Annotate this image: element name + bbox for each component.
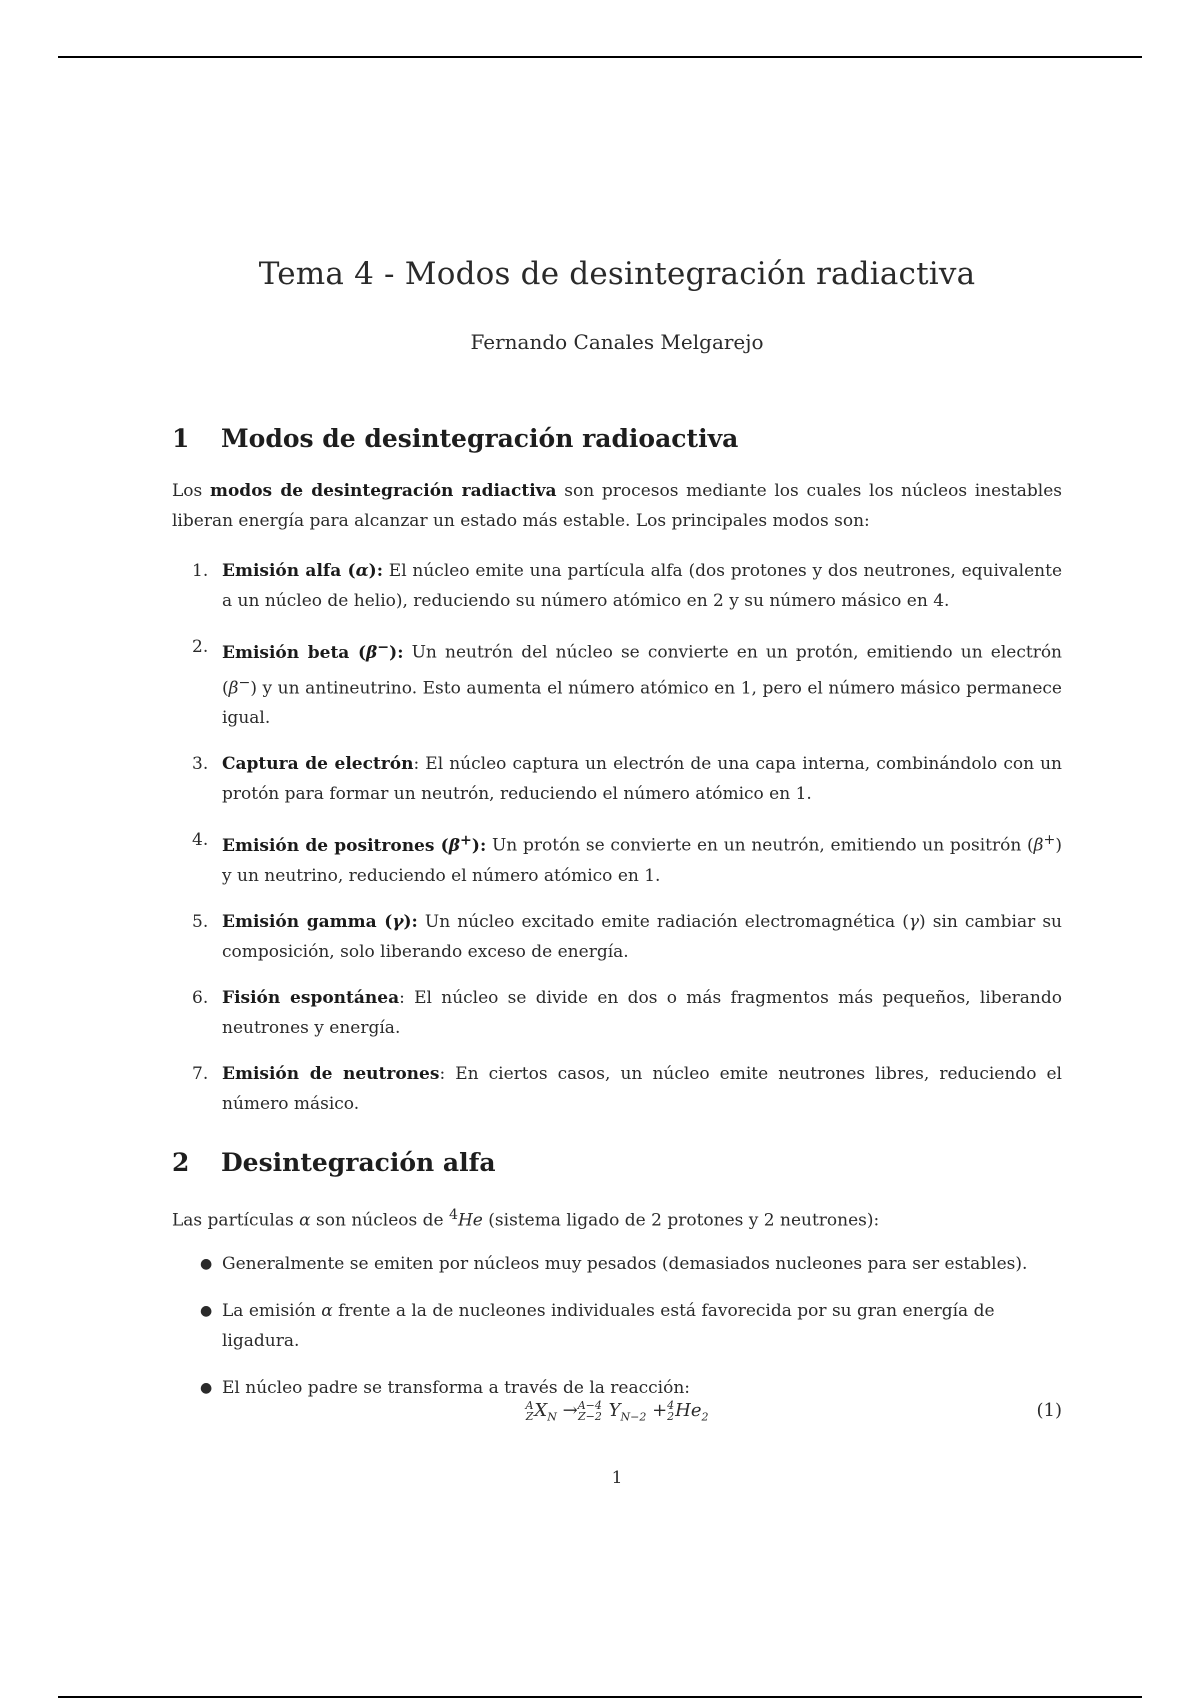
list-marker: 4. [192, 830, 209, 851]
daughter-neutron-number: N−2 [620, 1410, 647, 1424]
item-symbol-sup: + [460, 832, 472, 849]
bullet-item [172, 1373, 1062, 1403]
helium-neutron-number: 2 [701, 1410, 709, 1424]
item-term-close: ): [403, 911, 418, 932]
section-number: 1 [172, 424, 190, 453]
section2-intro [172, 1200, 1062, 1236]
item-text: Un neutrón del núcleo se convierte en un protón, emitiendo un electrón ( [222, 642, 1062, 699]
item-term: Emisión alfa ( [222, 561, 356, 581]
bullet-item [172, 1296, 1062, 1356]
helium-mass-number: 4 [667, 1399, 675, 1412]
bullet-text: Generalmente se emiten por núcleos muy pesados (demasiados nucleones para ser estables). [222, 1254, 1028, 1274]
bullet-text: La emisión [222, 1301, 322, 1321]
item-term: Emisión de neutrones [222, 1063, 440, 1084]
parent-atomic-number: Z [525, 1410, 534, 1423]
parent-nucleus-indices [525, 1400, 533, 1422]
item-text: En ciertos casos, un núcleo emite neutrones libres, reduciendo el número másico. [222, 1063, 1062, 1114]
item-text-continued: ) y un neutrino, reduciendo el número atómico en 1. [222, 835, 1062, 886]
item-term: Emisión beta ( [222, 642, 366, 663]
list-marker: 3. [192, 754, 209, 775]
parent-neutron-number: N [547, 1410, 557, 1424]
intro-suffix: son procesos mediante los cuales los núcleos inestables liberan energía para alcanzar un estado más estable. Los principales modos son: [172, 481, 1063, 531]
parent-symbol: X [534, 1400, 548, 1421]
item-symbol: α [355, 561, 369, 581]
list-item [172, 556, 1062, 616]
item-text-continued: ) sin cambiar su composición, solo liberando exceso de energía. [222, 911, 1063, 962]
intro-text-continued: son núcleos de [310, 1210, 449, 1231]
section-title: Modos de desintegración radioactiva [221, 424, 739, 453]
daughter-nucleus-indices [578, 1400, 602, 1422]
bullet-icon: ● [200, 1256, 213, 1272]
item-term-close: ): [368, 561, 383, 581]
document-author: Fernando Canales Melgarejo [470, 330, 764, 354]
helium-atomic-number: 2 [667, 1410, 675, 1423]
parent-mass-number: A [525, 1399, 534, 1412]
item-text-continued: ) y un antineutrino. Esto aumenta el número atómico en 1, pero el número másico permanece igual. [222, 678, 1062, 729]
item-symbol-sup: − [377, 639, 390, 655]
section-heading-2 [172, 1148, 1062, 1177]
alpha-decay-equation [172, 1400, 1062, 1436]
decay-modes-list [172, 556, 1062, 1135]
equation-number: (1) [1036, 1400, 1062, 1421]
alpha-symbol: α [299, 1210, 311, 1231]
section-heading-1 [172, 424, 1062, 453]
item-term: Emisión gamma ( [222, 911, 393, 932]
section1-intro [172, 476, 1062, 536]
item-text-symbol: γ [908, 911, 919, 932]
section-title: Desintegración alfa [221, 1148, 496, 1177]
helium-symbol: He [675, 1400, 702, 1421]
item-symbol: γ [392, 911, 404, 932]
list-marker: 6. [192, 987, 209, 1008]
list-item [172, 632, 1062, 733]
alpha-facts-list [172, 1249, 1062, 1423]
item-term: Captura de electrón [222, 754, 414, 775]
item-symbol: β [366, 642, 378, 663]
list-item [172, 749, 1062, 809]
item-term-close: ): [471, 835, 487, 856]
section-number: 2 [172, 1148, 190, 1177]
item-term-close: ): [389, 642, 404, 663]
reaction-arrow: → [562, 1400, 578, 1421]
item-term: Fisión espontánea [222, 987, 400, 1008]
equation-body [172, 1400, 1062, 1424]
bottom-rule [58, 1696, 1142, 1698]
intro-prefix: Los [172, 481, 210, 501]
item-text-sup: + [1043, 832, 1056, 849]
item-text: El núcleo emite una partícula alfa (dos protones y dos neutrones, equivalente a un núcleo de helio), reduciendo su número atómico en 2 y su número másico en 4. [222, 561, 1063, 611]
daughter-symbol: Y [608, 1400, 621, 1421]
intro-text: Las partículas [172, 1210, 300, 1231]
list-item [172, 907, 1062, 967]
item-text: El núcleo se divide en dos o más fragmentos más pequeños, liberando neutrones y energía. [222, 987, 1062, 1038]
bullet-text: El núcleo padre se transforma a través de la reacción: [222, 1378, 691, 1398]
list-item [172, 983, 1062, 1043]
top-rule [58, 56, 1142, 58]
list-item [172, 825, 1062, 891]
helium-mass-sup: 4 [448, 1207, 458, 1223]
intro-bold-term: modos de desintegración radiactiva [209, 481, 557, 501]
item-text-symbol: β [228, 678, 239, 699]
item-text: Un protón se convierte en un neutrón, emitiendo un positrón ( [486, 835, 1034, 856]
list-marker: 5. [192, 911, 209, 932]
item-text: El núcleo captura un electrón de una capa interna, combinándolo con un protón para formar un neutrón, reduciendo el número atómico en 1. [222, 754, 1063, 805]
item-term-close: : [413, 754, 420, 775]
helium-symbol: He [457, 1210, 483, 1231]
list-marker: 2. [192, 637, 209, 657]
bullet-icon: ● [200, 1380, 213, 1396]
plus-sign: + [652, 1400, 668, 1421]
item-term-close: : [399, 987, 405, 1008]
list-marker: 7. [192, 1063, 209, 1084]
bullet-text-continued: frente a la de nucleones individuales está favorecida por su gran energía de ligadura. [222, 1301, 995, 1351]
daughter-mass-number: A−4 [577, 1399, 602, 1412]
alpha-symbol: α [321, 1301, 333, 1321]
item-text-symbol: β [1033, 835, 1044, 856]
item-term: Emisión de positrones ( [222, 835, 449, 856]
daughter-atomic-number: Z−2 [578, 1410, 602, 1423]
list-marker: 1. [192, 561, 209, 581]
helium-indices [667, 1400, 674, 1422]
item-symbol: β [448, 835, 461, 856]
bullet-icon: ● [200, 1303, 213, 1319]
item-text-sup: − [238, 674, 251, 691]
bullet-item [172, 1249, 1062, 1279]
page-number: 1 [611, 1468, 623, 1488]
item-term-close: : [439, 1063, 446, 1084]
item-text: Un núcleo excitado emite radiación electromagnética ( [417, 911, 909, 932]
document-title: Tema 4 - Modos de desintegración radiactiva [258, 256, 976, 292]
list-item [172, 1059, 1062, 1119]
intro-text-end: (sistema ligado de 2 protones y 2 neutrones): [482, 1210, 880, 1231]
